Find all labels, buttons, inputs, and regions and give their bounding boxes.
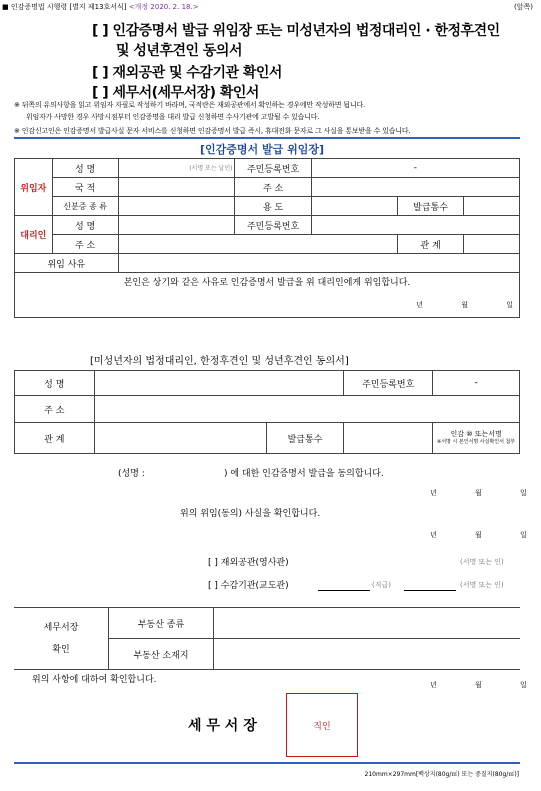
- tax-label-cell: [14, 608, 109, 670]
- title-line-1b: 및 성년후견인 동의서: [116, 43, 242, 59]
- principal-resident-field[interactable]: [311, 159, 519, 178]
- consent-relation-label: 관 계: [15, 423, 95, 454]
- form-ref-text: ■ 인감증명법 시행령 [별지 제13호서식]: [2, 3, 127, 11]
- revision-text: <개정 2020. 2. 18.>: [128, 3, 199, 11]
- issue-count-label: 발급통수: [398, 197, 464, 216]
- principal-resident-label: 주민등록번호: [235, 159, 311, 178]
- rank-line[interactable]: [318, 590, 370, 591]
- dash: -: [474, 378, 478, 388]
- prison-sign-line[interactable]: [404, 590, 456, 591]
- purpose-label: 용 도: [235, 197, 311, 216]
- reason-label: 위임 사유: [15, 254, 119, 273]
- rank-label: (직급): [372, 581, 391, 589]
- note-1: ※ 뒤쪽의 유의사항을 읽고 위임자 자필로 작성하기 바라며, 국적란은 재외공관에서 확인하는 경우에만 작성하면 됩니다.: [14, 101, 366, 109]
- agent-address-label: 주 소: [52, 235, 118, 254]
- delegation-date: 년 월 일: [416, 301, 513, 309]
- title-line-2: [ ] 재외공관 및 수감기관 확인서: [92, 65, 282, 81]
- consent-resident-field[interactable]: [433, 371, 520, 396]
- dash: -: [413, 163, 417, 173]
- prison-checkbox[interactable]: [ ] 수감기관(교도관): [208, 581, 289, 591]
- property-type-label: 부동산 종류: [109, 608, 214, 639]
- consent-name-paren: (성명 :: [118, 469, 145, 479]
- consent-name-label: 성 명: [15, 371, 95, 396]
- reason-field[interactable]: [118, 254, 519, 273]
- confirm-date: 년 월 일: [430, 531, 527, 539]
- consent-resident-label: 주민등록번호: [344, 371, 433, 396]
- issue-count-field[interactable]: [464, 197, 520, 216]
- title-line-3: [ ] 세무서(세무서장) 확인서: [92, 85, 259, 101]
- purpose-field[interactable]: [311, 197, 397, 216]
- delegation-statement-cell: [15, 273, 520, 318]
- tax-date: 년 월 일: [430, 681, 527, 689]
- paper-spec: 210mm×297mm[백상지(80g/㎡) 또는 중질지(80g/㎡)]: [364, 771, 519, 778]
- delegation-statement: 본인은 상기와 같은 사유로 인감증명서 발급을 위 대리인에게 위임합니다.: [123, 278, 411, 288]
- consent-date: 년 월 일: [430, 489, 527, 497]
- official-seal-box: [286, 693, 358, 757]
- seal-hint: ※서명 시 본인서명 사실확인서 첨부: [437, 439, 516, 445]
- property-location-field[interactable]: [214, 639, 521, 670]
- agent-address-field[interactable]: [118, 235, 397, 254]
- seal-cell[interactable]: [433, 423, 520, 454]
- tax-label-2: 확인: [52, 644, 70, 655]
- agent-resident-label: 주민등록번호: [235, 216, 311, 235]
- tax-label-1: 세무서장: [43, 622, 79, 633]
- principal-address-field[interactable]: [311, 178, 519, 197]
- footer-divider: [14, 762, 520, 764]
- delegation-title: [인감증명서 발급 위임장]: [200, 143, 324, 156]
- form-reference: [2, 2, 199, 12]
- consent-title: [미성년자의 법정대리인, 한정후견인 및 성년후견인 동의서]: [90, 356, 349, 367]
- agent-resident-field[interactable]: [311, 216, 519, 235]
- consent-address-field[interactable]: [94, 396, 519, 423]
- id-type-label: 신분증 종 류: [52, 197, 118, 216]
- consent-issue-field[interactable]: [344, 423, 433, 454]
- agent-relation-label: 관 계: [398, 235, 464, 254]
- agent-name-field[interactable]: [118, 216, 235, 235]
- consent-issue-label: 발급통수: [266, 423, 343, 454]
- seal-label: 인감 ⑩ 또는서명: [450, 430, 502, 438]
- consent-address-label: 주 소: [15, 396, 95, 423]
- section-divider: [14, 137, 520, 139]
- official-seal-label: 직인: [313, 721, 331, 732]
- property-type-field[interactable]: [214, 608, 521, 639]
- property-location-label: 부동산 소재지: [109, 639, 214, 670]
- consent-statement: ) 에 대한 인감증명서 발급을 동의합니다.: [224, 469, 384, 479]
- agent-relation-field[interactable]: [464, 235, 520, 254]
- agent-name-label: 성 명: [52, 216, 118, 235]
- page-side: (앞쪽): [514, 3, 533, 11]
- principal-address-label: 주 소: [235, 178, 311, 197]
- signature-hint: (서명 또는 날인): [189, 165, 233, 172]
- consent-name-field[interactable]: [94, 371, 344, 396]
- principal-name-label: 성 명: [52, 159, 118, 178]
- id-type-field[interactable]: [118, 197, 235, 216]
- consent-relation-field[interactable]: [94, 423, 266, 454]
- agent-label: 대리인: [15, 216, 53, 254]
- prison-sign: (서명 또는 인): [460, 581, 504, 589]
- consulate-sign: (서명 또는 인): [460, 558, 504, 566]
- consulate-checkbox[interactable]: [ ] 재외공관(영사관): [208, 558, 289, 568]
- note-2: 위임자가 사망한 경우 사망시점부터 인감증명을 대리 발급 신청하면 수사기관에 고발될 수 있습니다.: [26, 113, 320, 121]
- note-3: ※ 인감신고인은 인감증명서 발급사실 문자 서비스를 신청하면 인감증명서 발급 즉시, 휴대전화 문자로 그 사실을 통보받을 수 있습니다.: [14, 127, 411, 135]
- title-line-1: [ ] 인감증명서 발급 위임장 또는 미성년자의 법정대리인 · 한정후견인: [92, 23, 500, 39]
- tax-table: [14, 607, 520, 670]
- tax-statement: 위의 사항에 대하여 확인합니다.: [32, 675, 157, 685]
- nationality-label: 국 적: [52, 178, 118, 197]
- principal-label: 위임자: [15, 159, 53, 216]
- consent-table: [14, 370, 520, 454]
- delegation-table: [14, 158, 520, 318]
- nationality-field[interactable]: [118, 178, 235, 197]
- tax-chief: 세 무 서 장: [188, 718, 257, 734]
- confirm-statement: 위의 위임(동의) 사실을 확인합니다.: [180, 509, 321, 519]
